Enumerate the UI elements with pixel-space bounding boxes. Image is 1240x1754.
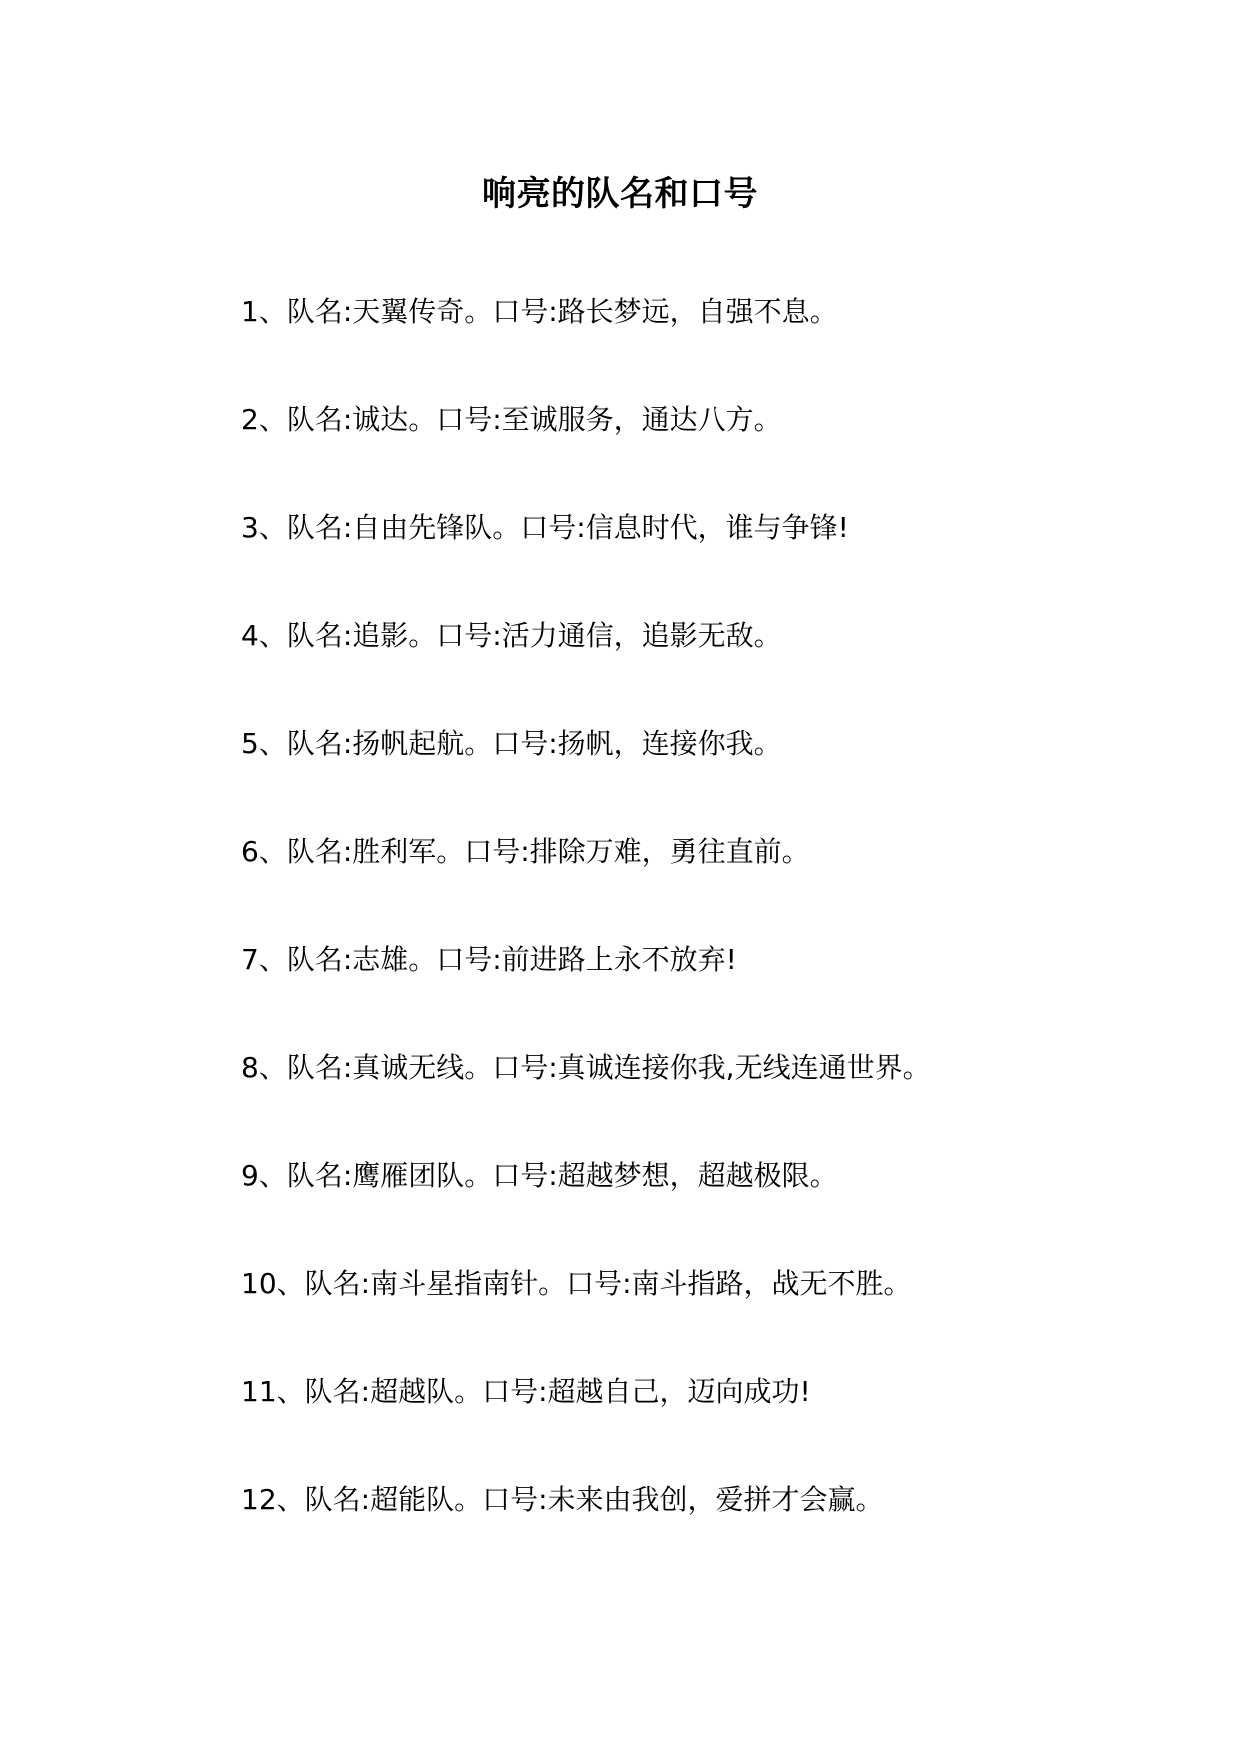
list-item: 12、队名:超能队。口号:未来由我创，爱拼才会赢。 [241, 1483, 884, 1516]
list-item: 5、队名:扬帆起航。口号:扬帆，连接你我。 [241, 727, 782, 760]
page-title: 响亮的队名和口号 [482, 174, 758, 214]
list-item: 7、队名:志雄。口号:前进路上永不放弃! [241, 943, 737, 976]
slogan-list [241, 292, 1180, 1588]
list-item: 10、队名:南斗星指南针。口号:南斗指路，战无不胜。 [241, 1267, 912, 1300]
list-item: 8、队名:真诚无线。口号:真诚连接你我,无线连通世界。 [241, 1051, 931, 1084]
list-item: 6、队名:胜利军。口号:排除万难，勇往直前。 [241, 835, 810, 868]
list-item: 9、队名:鹰雁团队。口号:超越梦想，超越极限。 [241, 1159, 838, 1192]
list-item: 3、队名:自由先锋队。口号:信息时代，谁与争锋! [241, 511, 849, 544]
list-item: 1、队名:天翼传奇。口号:路长梦远，自强不息。 [241, 295, 838, 328]
list-item: 2、队名:诚达。口号:至诚服务，通达八方。 [241, 403, 782, 436]
list-item: 11、队名:超越队。口号:超越自己，迈向成功! [241, 1375, 811, 1408]
list-item: 4、队名:追影。口号:活力通信，追影无敌。 [241, 619, 782, 652]
